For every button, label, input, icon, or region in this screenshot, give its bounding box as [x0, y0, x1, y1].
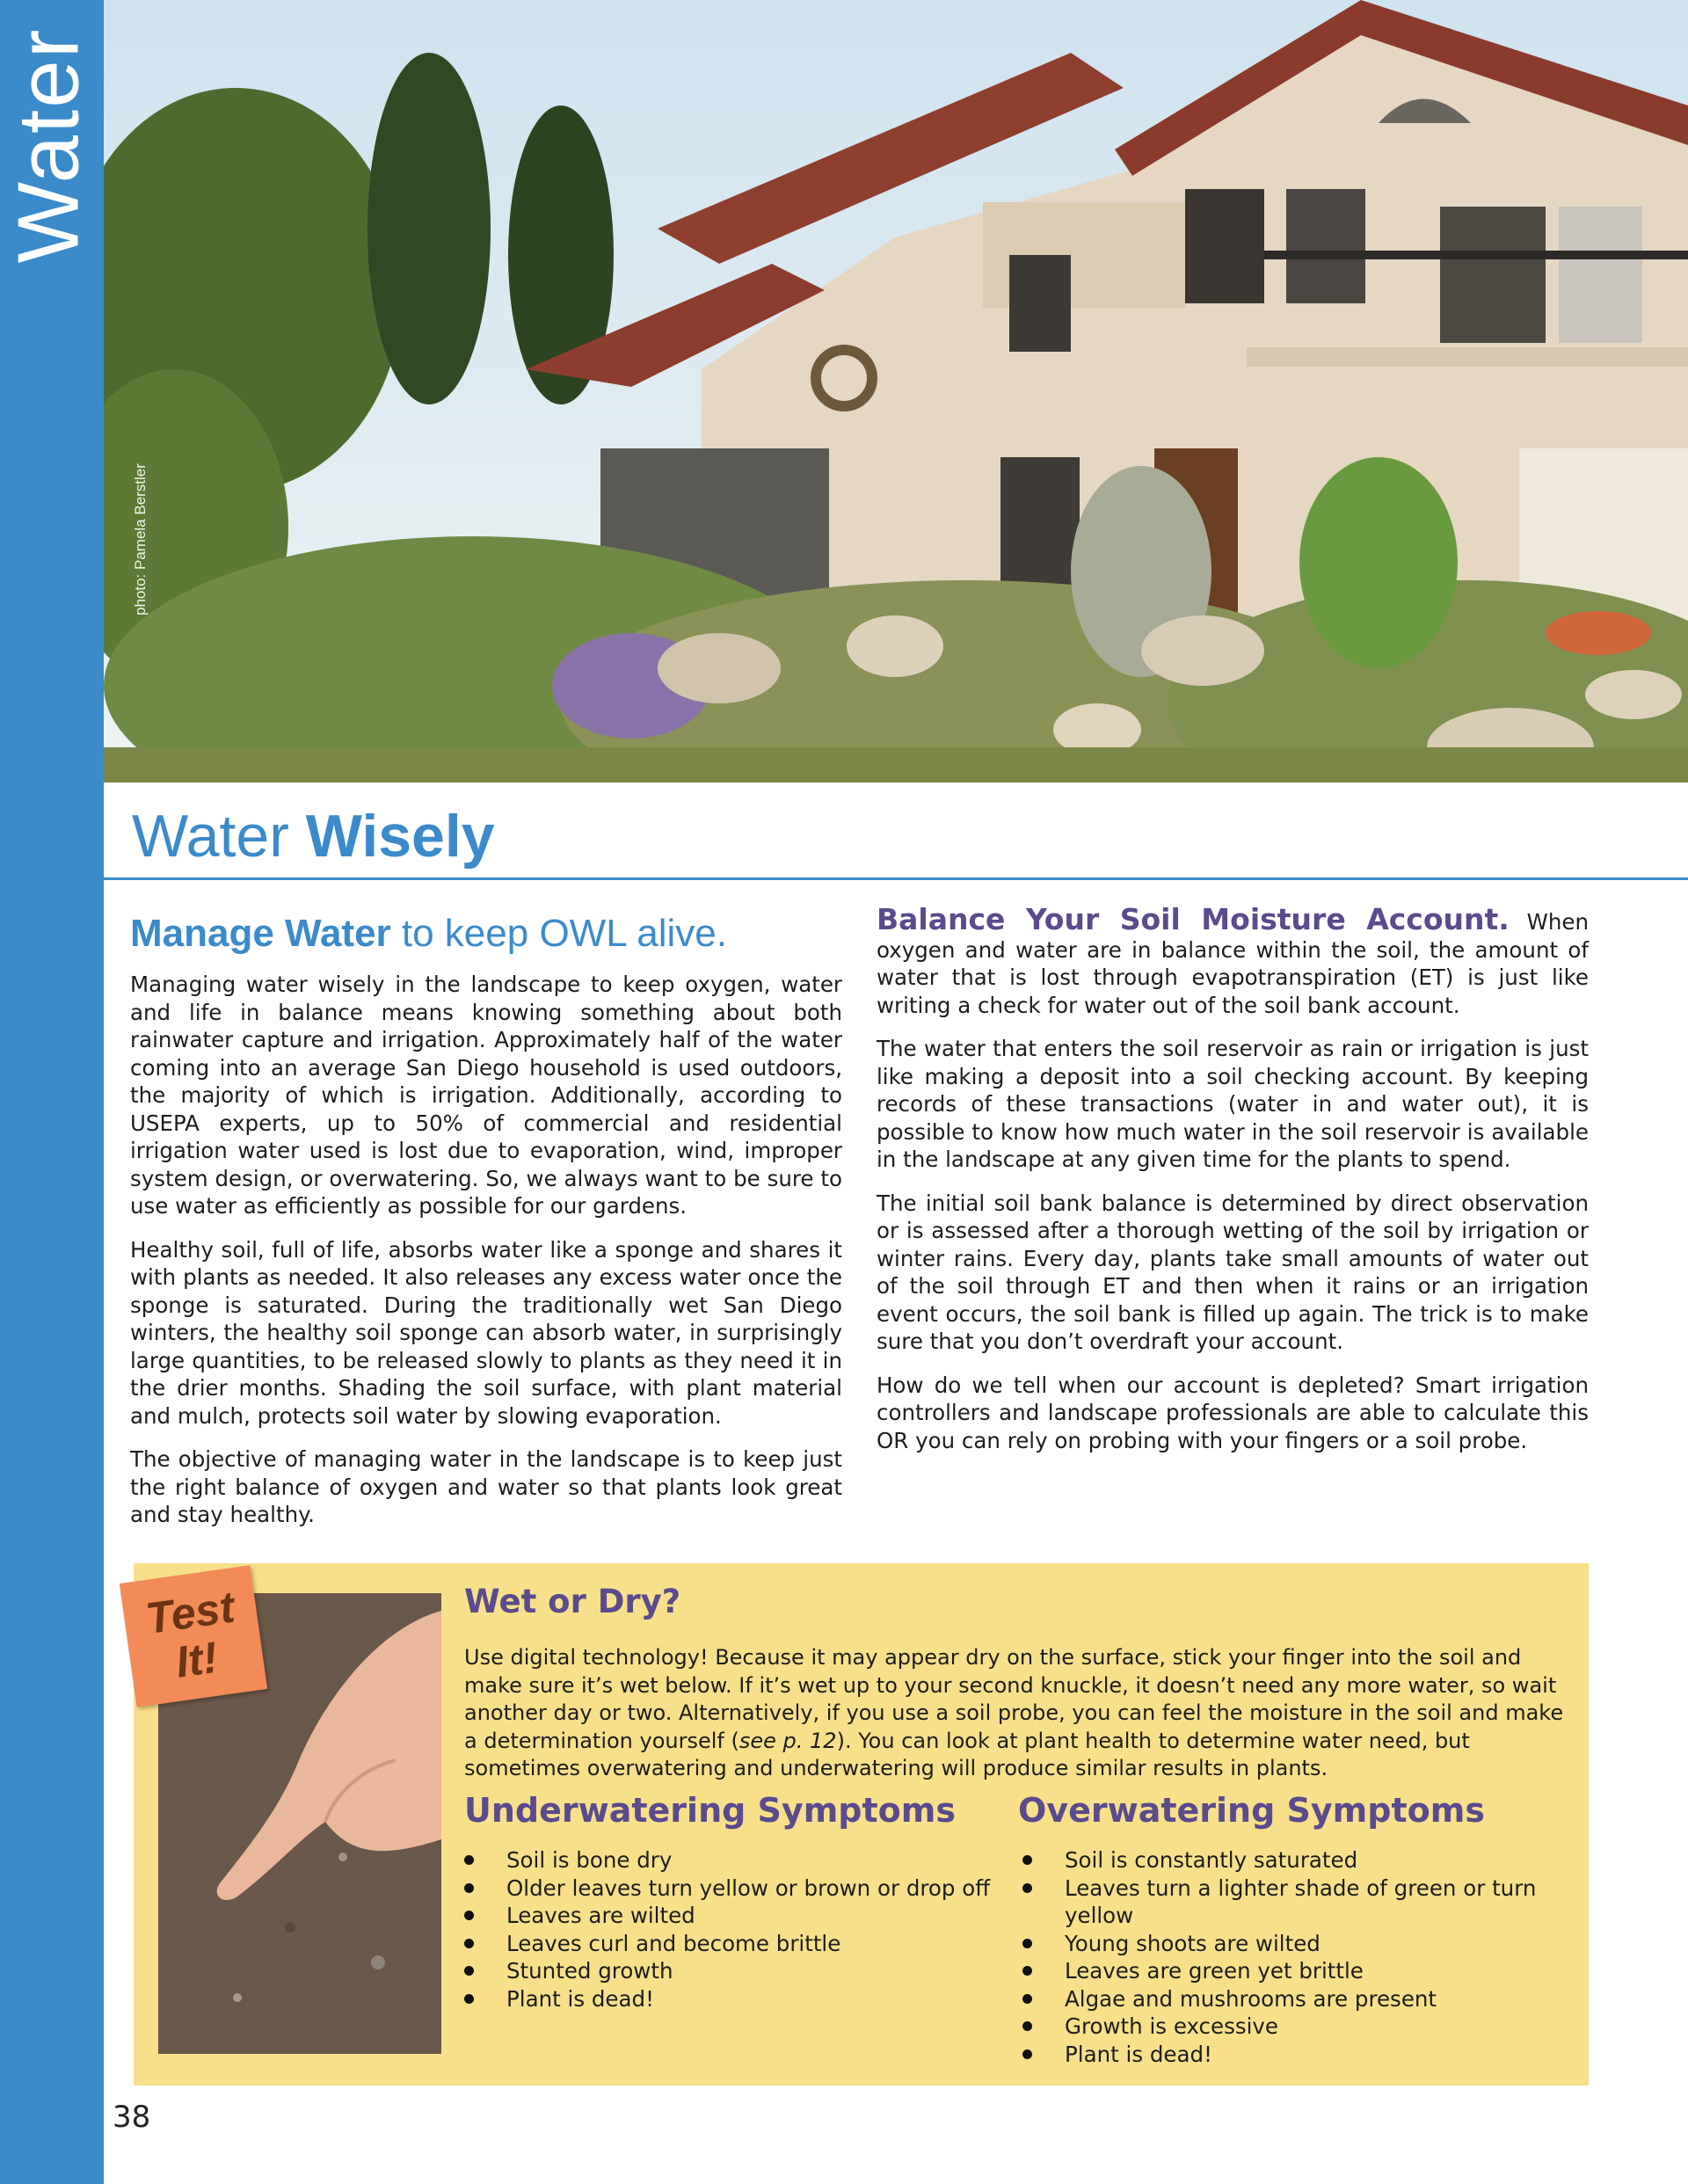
list-item [1022, 1957, 1559, 1985]
bullet-icon [464, 1883, 474, 1893]
list-item [464, 1846, 1009, 1875]
right-column [877, 902, 1589, 1470]
bullet-icon [1022, 1939, 1032, 1948]
list-item [464, 1902, 1009, 1930]
list-item [1022, 1985, 1559, 2013]
house-photo-illustration [104, 0, 1688, 783]
sidebar-title [0, 18, 97, 273]
balance-heading: Balance Your Soil Moisture Account. [877, 902, 1510, 936]
house-photo [104, 0, 1688, 783]
manage-water-heading [130, 909, 842, 958]
photo-credit: photo: Pamela Berstler [132, 463, 149, 615]
bullet-icon [464, 1966, 474, 1976]
overwatering-list [1022, 1846, 1559, 2068]
list-item-text: Plant is dead! [1065, 2041, 1212, 2067]
list-item [1022, 2041, 1559, 2069]
bullet-icon [464, 1855, 474, 1865]
list-item-text: Growth is excessive [1065, 2013, 1278, 2039]
list-item [1022, 2013, 1559, 2041]
wet-or-dry-title: Wet or Dry? [464, 1583, 681, 1620]
right-paragraph-1-text: When oxygen and water are in balance within the soil, the amount of water that is lost through evapotranspiration (ET) is just like writing a check for water out of the soil bank account. [877, 909, 1589, 1018]
test-it-line-2: It! [172, 1632, 222, 1687]
manage-water-heading-bold: Manage Water [130, 912, 391, 955]
right-paragraph-3: The initial soil bank balance is determined by direct observation or is assessed after a thorough wetting of the soil by irrigation or winter rains. Every day, plants take small amounts of water out of the soil through ET and then when it rains or an irrigation event occurs, the soil bank is filled up again. The trick is to make sure that you don’t overdraft your account. [877, 1190, 1589, 1354]
list-item [1022, 1930, 1559, 1958]
wet-or-dry-body [464, 1644, 1565, 1783]
title-divider [104, 877, 1688, 880]
bullet-icon [1022, 2049, 1032, 2059]
list-item [1022, 1875, 1559, 1930]
list-item-text: Leaves are wilted [506, 1903, 695, 1928]
wet-or-dry-text-1: Use digital technology! Because it may appear dry on the surface, stick your finger into the soil and make sure it’s wet below. If it’s wet up to your second knuckle, it doesn’t need any more water, so wait another day or two. Alternatively, if you use a soil probe, you can feel the moisture in the soil and make a determination yourself ( [464, 1645, 1564, 1753]
left-column [130, 909, 842, 1545]
list-item-text: Soil is bone dry [506, 1847, 673, 1873]
bullet-icon [1022, 1855, 1032, 1865]
bullet-icon [1022, 1883, 1032, 1893]
bullet-icon [1022, 1966, 1032, 1976]
bullet-icon [1022, 1994, 1032, 2004]
page-title [132, 802, 495, 870]
list-item-text: Algae and mushrooms are present [1065, 1985, 1437, 2012]
list-item [464, 1875, 1009, 1903]
bullet-icon [1022, 2021, 1032, 2031]
bullet-icon [464, 1911, 474, 1920]
left-paragraph-3: The objective of managing water in the landscape is to keep just the right balance of oxygen and water so that plants look great and stay healthy. [130, 1446, 842, 1527]
list-item-text: Stunted growth [506, 1958, 673, 1984]
list-item-text: Soil is constantly saturated [1065, 1847, 1358, 1873]
sidebar [0, 0, 104, 2184]
right-paragraph-4: How do we tell when our account is depleted? Smart irrigation controllers and landscape professionals are able to calculate this OR you can rely on probing with your fingers or a soil probe. [877, 1372, 1589, 1453]
bullet-icon [464, 1994, 474, 2004]
list-item-text: Older leaves turn yellow or brown or drop off [506, 1875, 991, 1901]
wet-or-dry-text-2: ). You can look at plant health to determine water need, but sometimes overwatering and underwatering will produce similar results in plants. [464, 1728, 1470, 1780]
right-paragraph-2: The water that enters the soil reservoir as rain or irrigation is just like making a deposit into a soil checking account. By keeping records of these transactions (water in and water out), it is possible to know how much water in the soil reservoir is available in the landscape at any given time for the plants to spend. [877, 1036, 1589, 1172]
left-paragraph-1: Managing water wisely in the landscape to keep oxygen, water and life in balance means knowing something about both rainwater capture and irrigation. Approximately half of the water coming into an average San Diego household is used outdoors, the majority of which is irrigation. Additionally, according to USEPA experts, up to 50% of commercial and residential irrigation water used is lost due to evaporation, wind, improper system design, or overwatering. So, we always want to be sure to use water as efficiently as possible for our gardens. [130, 972, 842, 1219]
sidebar-label: Water [0, 27, 97, 263]
list-item-text: Young shoots are wilted [1065, 1930, 1321, 1956]
underwatering-list [464, 1846, 1009, 2013]
list-item [1022, 1846, 1559, 1875]
page-title-bold: Wisely [305, 803, 495, 870]
test-it-line-1: Test [142, 1582, 238, 1644]
list-item-text: Leaves turn a lighter shade of green or turn yellow [1065, 1875, 1537, 1928]
list-item [464, 1930, 1009, 1958]
list-item [464, 1985, 1009, 2013]
bullet-icon [464, 1939, 474, 1948]
page-title-light: Water [132, 803, 306, 870]
underwatering-title: Underwatering Symptoms [464, 1791, 956, 1830]
page-number: 38 [113, 2100, 151, 2135]
right-paragraph-1 [877, 902, 1589, 1019]
test-it-note [120, 1565, 267, 1707]
list-item-text: Plant is dead! [506, 1985, 654, 2012]
list-item [464, 1957, 1009, 1985]
manage-water-heading-rest: to keep OWL alive. [390, 912, 727, 955]
overwatering-title: Overwatering Symptoms [1018, 1791, 1485, 1830]
list-item-text: Leaves are green yet brittle [1065, 1958, 1364, 1984]
page-reference: see p. 12 [738, 1728, 837, 1753]
list-item-text: Leaves curl and become brittle [506, 1930, 841, 1956]
left-paragraph-2: Healthy soil, full of life, absorbs water like a sponge and shares it with plants as needed. It also releases any excess water once the sponge is saturated. During the traditionally wet San Diego winters, the healthy soil sponge can absorb water, in surprisingly large quantities, to be released slowly to plants as they need it in the drier months. Shading the soil surface, with plant material and mulch, protects soil water by slowing evaporation. [130, 1236, 842, 1429]
